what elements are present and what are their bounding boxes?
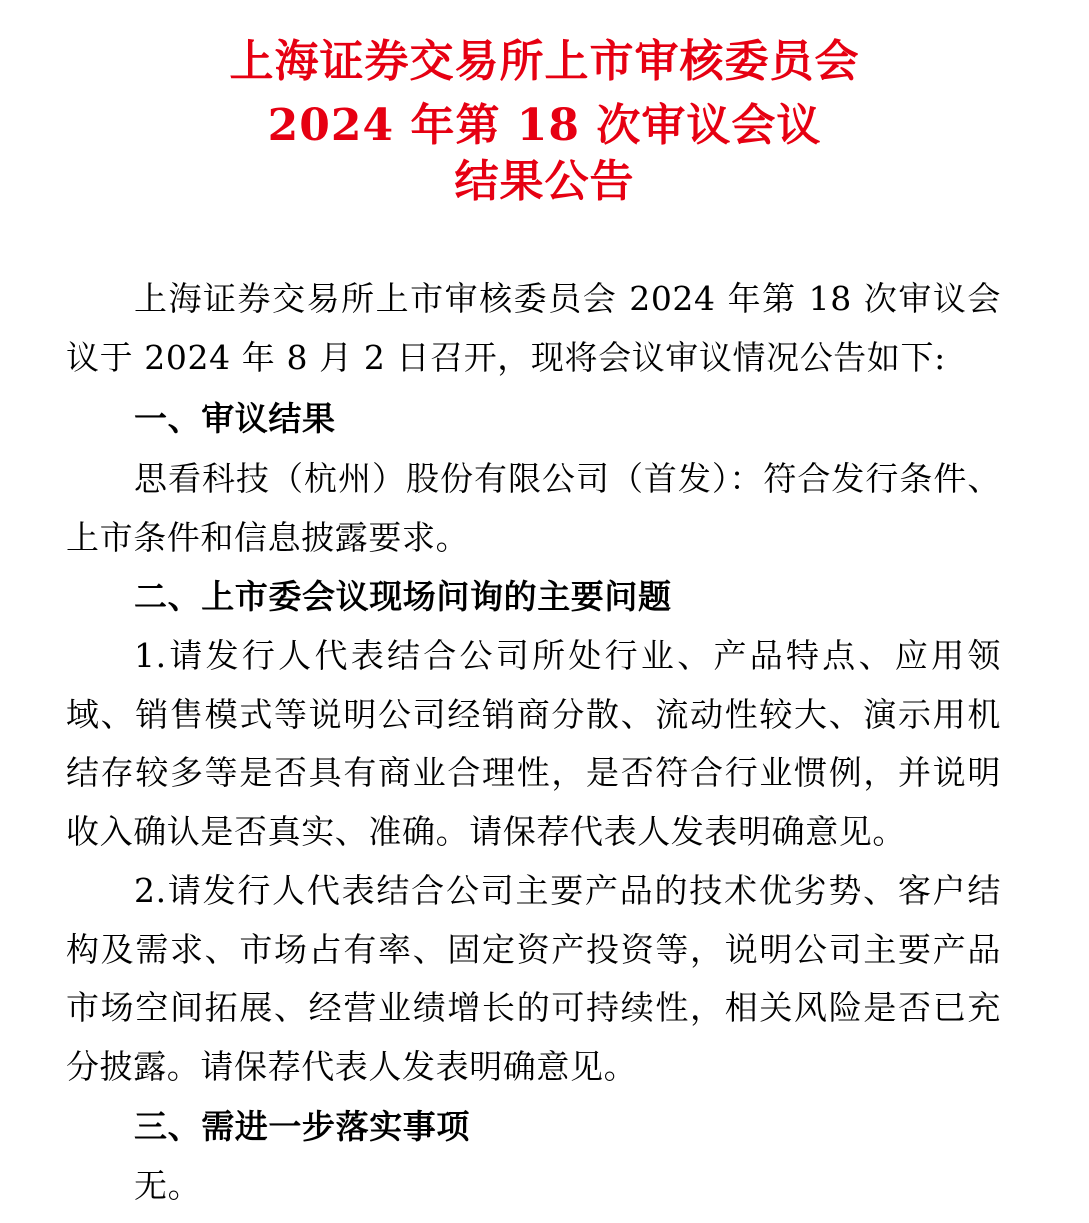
section-3-heading: 三、需进一步落实事项: [134, 1107, 470, 1146]
title-line-1: 上海证券交易所上市审核委员会: [229, 36, 860, 87]
section-3-text: 无。: [134, 1166, 202, 1205]
title-line-2: 2024 年第 18 次审议会议: [267, 100, 822, 151]
question-1: 1.请发行人代表结合公司所处行业、产品特点、应用领域、销售模式等说明公司经销商分散、流动性较大、演示用机结存较多等是否具有商业合理性，是否符合行业惯例，并说明收入确认是否真实、准确。请保荐代表人发表明确意见。: [66, 636, 1001, 851]
question-2: 2.请发行人代表结合公司主要产品的技术优劣势、客户结构及需求、市场占有率、固定资产投资等，说明公司主要产品市场空间拓展、经营业绩增长的可持续性，相关风险是否已充分披露。请保荐代表人发表明确意见。: [66, 871, 1001, 1086]
title-line-3: 结果公告: [454, 156, 635, 207]
section-2-heading: 二、上市委会议现场问询的主要问题: [134, 577, 672, 616]
section-1-text: 思看科技（杭州）股份有限公司（首发）：符合发行条件、上市条件和信息披露要求。: [66, 459, 1001, 557]
section-1-heading: 一、审议结果: [134, 399, 336, 438]
intro-paragraph: 上海证券交易所上市审核委员会 2024 年第 18 次审议会议于 2024 年 8 月 2 日召开，现将会议审议情况公告如下:: [66, 279, 1001, 377]
